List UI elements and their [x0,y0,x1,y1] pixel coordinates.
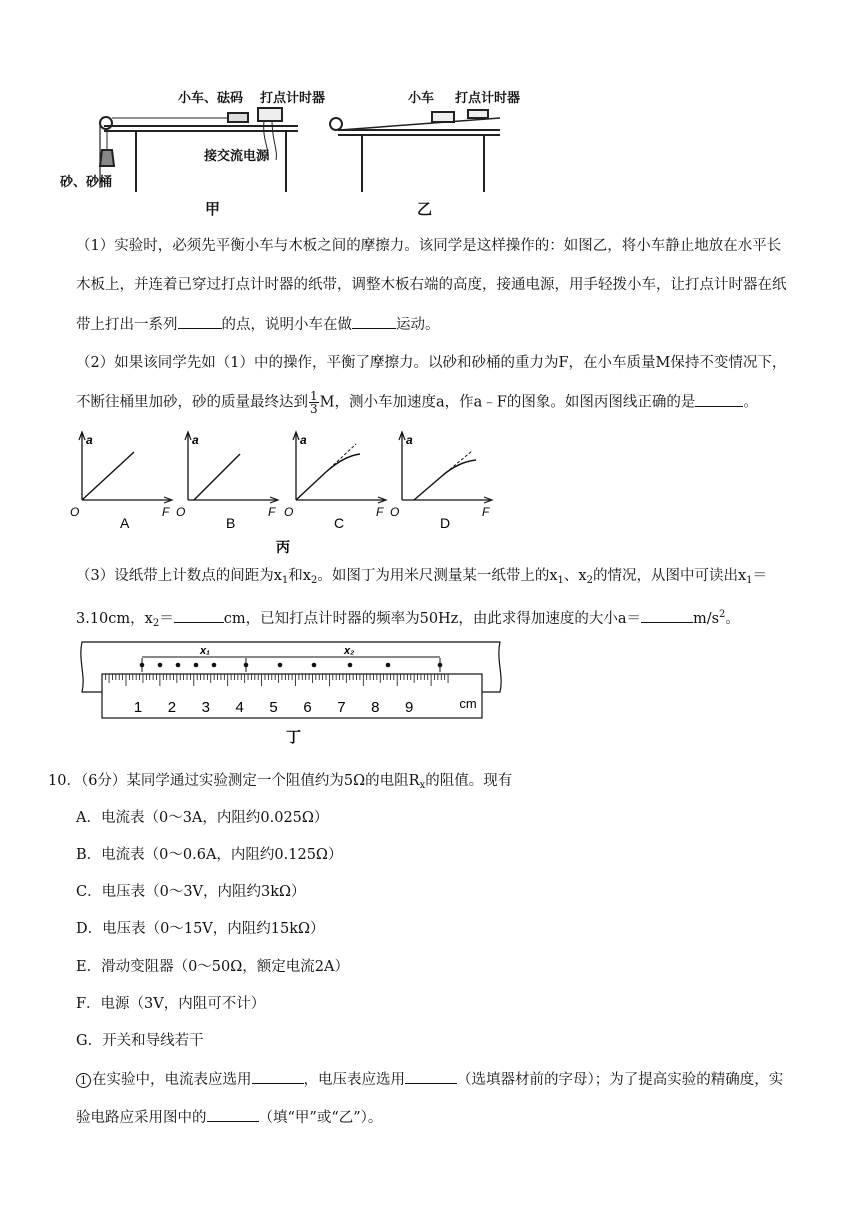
q1-line2: 木板上，并连着已穿过打点计时器的纸带，调整木板右端的高度，接通电源，用手轻拨小车，让打点计时器在纸 [76,277,787,293]
label-timer-jia: 打点计时器 [260,90,326,105]
graph-dashed-line [442,451,472,476]
graph-caption: 丙 [276,539,290,555]
graph-axis-label-f: F [482,505,490,519]
graph-d [390,432,492,531]
graph-curve [82,452,134,500]
tape-dot [278,663,283,668]
q2-line1: （2）如果该同学先如（1）中的操作，平衡了摩擦力。以砂和砂桶的重力为F，在小车质量M保持不变情况下， [76,355,787,371]
q10-sub1-line1: 1 在实验中，电流表应选用 ，电压表应选用 （选填器材前的字母）；为了提高实验的精确度，实 [76,1069,783,1090]
graph-axis-label-a: a [192,433,199,447]
circled-number: 1 [76,1073,91,1088]
apparatus-yi [330,110,500,192]
q10-blank-ammeter[interactable] [252,1069,304,1084]
graph-origin-label: O [390,505,400,519]
graph-origin-label: O [70,505,80,519]
q2-line2 [76,390,758,415]
graph-curve [194,454,240,500]
graph-curve [296,454,360,500]
x2-label: x₂ [344,645,355,657]
tape-dot [212,663,217,668]
q3-line1: （3）设纸带上计数点的间距为$x_1$和$x_2$。如图丁为用米尺测量某一纸带上的$x_1$、$x_2$的情况，从图中可读出$x_1=$ [76,568,768,586]
q2-text-c: 。 [743,394,758,411]
ruler-number: 7 [337,699,346,716]
graph-dashed-line [326,444,356,472]
label-timer-yi: 打点计时器 [455,90,521,105]
label-car-weight: 小车、砝码 [178,90,244,105]
q10-sub1-line2: 验电路应采用图中的 （填“甲”或“乙”）。 [76,1107,382,1128]
graph-axis-label-a: a [406,433,413,447]
ruler-number: 8 [371,699,380,716]
q2-text-a: 不断往桶里加砂，砂的质量最终达到 [76,394,308,411]
graph-option-label: D [440,515,451,531]
graph-c [284,432,386,531]
q1-blank-2[interactable] [352,314,396,329]
graph-axis-label-f: F [162,505,170,519]
graph-axis-label-a: a [86,433,93,447]
graph-a [70,432,172,531]
option-g: G．开关和导线若干 [76,1033,204,1049]
caption-yi: 乙 [417,201,433,218]
q2-blank[interactable] [695,392,743,407]
figure-ding-ruler [0,640,860,750]
x1-label: x₁ [200,645,210,657]
ruler-number: 3 [201,699,210,716]
graph-option-label: A [120,515,130,531]
figure-bing-graphs [0,428,860,558]
graph-axis-label-f: F [376,505,384,519]
q1-line3 [76,314,440,335]
tape-dot [348,663,353,668]
option-b: B．电流表（0～0.6A，内阻约0.125Ω） [76,847,343,863]
figure-jia-yi [0,0,860,220]
graph-option-label: B [226,515,236,531]
q10-blank-voltmeter[interactable] [405,1069,457,1084]
q1-text-b: 的点，说明小车在做 [221,317,352,333]
tape-dot [386,663,391,668]
graph-option-label: C [334,515,345,531]
ruler-number: 2 [167,699,177,716]
label-car-yi: 小车 [408,90,435,105]
option-d: D．电压表（0～15V，内阻约15kΩ） [76,921,325,937]
q1-blank-1[interactable] [178,314,222,329]
graph-axis-label-f: F [268,505,276,519]
graph-axis-label-a: a [300,433,307,447]
ruler-unit: cm [459,696,477,711]
graph-origin-label: O [176,505,186,519]
graph-curve [414,460,476,500]
q1-text-c: 运动。 [396,317,440,333]
graph-origin-label: O [284,505,294,519]
q3-blank-x2[interactable] [174,608,224,623]
ruler-number: 6 [303,699,312,716]
ruler-number: 4 [235,699,244,716]
q1-text-a: 带上打出一系列 [76,317,178,333]
q10-heading: 10．（6分）某同学通过实验测定一个阻值约为5Ω的电阻$R_x$的阻值。现有 [48,773,513,791]
caption-jia: 甲 [205,201,221,218]
ruler-number: 9 [405,699,414,716]
graph-b [176,432,278,531]
option-a: A．电流表（0～3A，内阻约0.025Ω） [76,810,329,826]
q2-text-b: M，测小车加速度a，作a﹣F的图象。如图丙图线正确的是 [319,394,696,411]
q1-line1: （1）实验时，必须先平衡小车与木板之间的摩擦力。该同学是这样操作的：如图乙，将小车静止地放在水平长 [76,238,782,254]
ruler-number: 1 [133,699,143,716]
q10-blank-circuit[interactable] [207,1107,259,1122]
q3-blank-a[interactable] [641,608,693,623]
ruler-number: 5 [269,699,278,716]
label-sand: 砂、砂桶 [60,174,113,189]
option-c: C．电压表（0～3V，内阻约3kΩ） [76,884,306,900]
ruler-body [102,674,482,718]
fraction-one-third: $\frac{1}{3}$ [310,389,318,416]
tape-dot [158,663,163,668]
tape-dot [194,663,199,668]
tape-dot [312,663,317,668]
ruler-caption: 丁 [286,729,302,746]
q3-line2: 3.10cm，$x_2=$ cm，已知打点计时器的频率为50Hz，由此求得加速度的大小$a= m/s^2$。 [76,609,740,629]
tape-dot [176,663,181,668]
option-e: E．滑动变阻器（0～50Ω，额定电流2A） [76,959,349,975]
option-f: F．电源（3V，内阻可不计） [76,996,266,1012]
label-power: 接交流电源 [204,148,270,163]
